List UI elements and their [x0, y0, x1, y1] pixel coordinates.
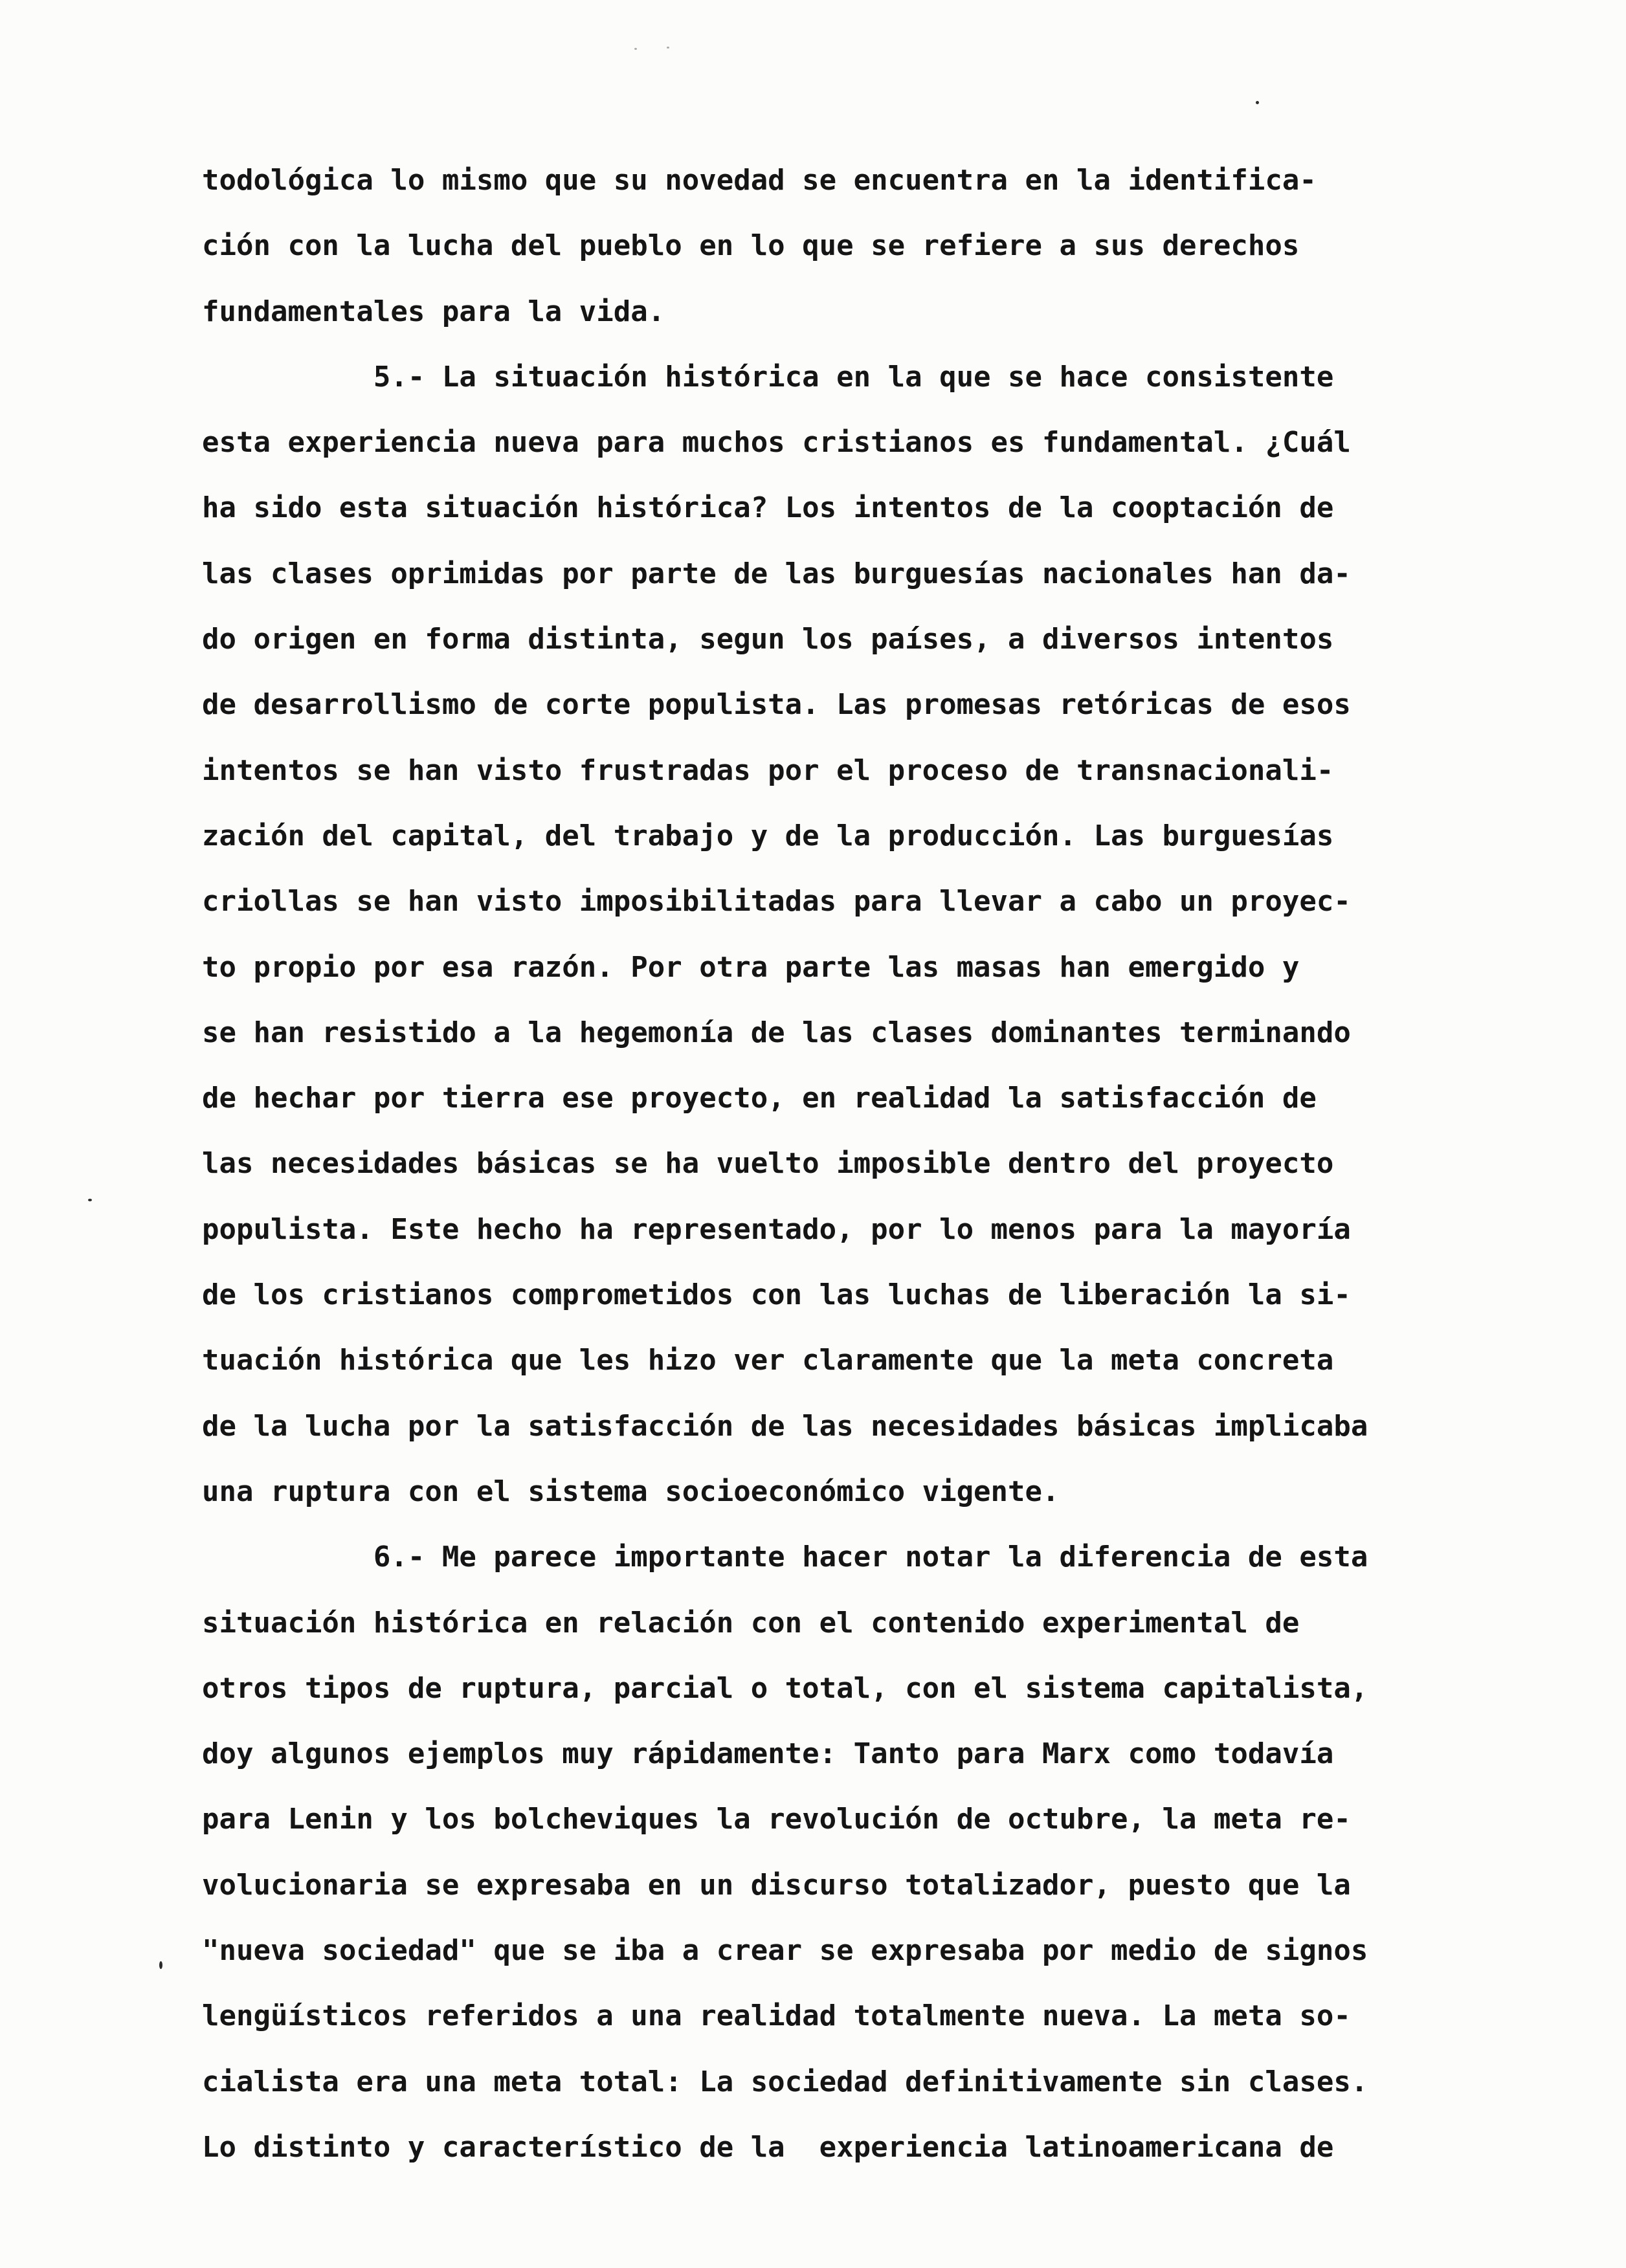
text-line: do origen en forma distinta, segun los países, a diversos intentos — [202, 623, 1334, 656]
text-line: las clases oprimidas por parte de las burguesías nacionales han da- — [202, 557, 1351, 590]
text-line: intentos se han visto frustradas por el proceso de transnacionali- — [202, 753, 1334, 787]
ink-speck — [159, 1961, 162, 1969]
text-line: cialista era una meta total: La sociedad definitivamente sin clases. — [202, 2065, 1368, 2098]
text-line: una ruptura con el sistema socioeconómico vigente. — [202, 1474, 1060, 1508]
body-text — [202, 148, 1548, 2180]
text-line: Lo distinto y característico de la experiencia latinoamericana de — [202, 2130, 1334, 2164]
paragraph — [202, 344, 1548, 1524]
text-line: criollas se han visto imposibilitadas para llevar a cabo un proyec- — [202, 885, 1351, 918]
text-line: doy algunos ejemplos muy rápidamente: Tanto para Marx como todavía — [202, 1737, 1334, 1771]
text-line: para Lenin y los bolcheviques la revolución de octubre, la meta re- — [202, 1803, 1351, 1836]
ink-speck — [88, 1199, 92, 1201]
text-line: se han resistido a la hegemonía de las clases dominantes terminando — [202, 1016, 1351, 1049]
text-line: volucionaria se expresaba en un discurso totalizador, puesto que la — [202, 1868, 1351, 1902]
text-line: 6.- Me parece importante hacer notar la diferencia de esta — [202, 1540, 1368, 1574]
paragraph — [202, 148, 1548, 344]
text-line: ha sido esta situación histórica? Los intentos de la cooptación de — [202, 491, 1334, 525]
text-line: de los cristianos comprometidos con las luchas de liberación la si- — [202, 1278, 1351, 1312]
text-line: to propio por esa razón. Por otra parte las masas han emergido y — [202, 950, 1300, 984]
text-line: situación histórica en relación con el contenido experimental de — [202, 1606, 1300, 1640]
text-line: "nueva sociedad" que se iba a crear se expresaba por medio de signos — [202, 1934, 1368, 1968]
text-line: zación del capital, del trabajo y de la producción. Las burguesías — [202, 819, 1334, 852]
text-line: de desarrollismo de corte populista. Las promesas retóricas de esos — [202, 688, 1351, 722]
text-line: lengüísticos referidos a una realidad totalmente nueva. La meta so- — [202, 1999, 1351, 2033]
text-line: de hechar por tierra ese proyecto, en realidad la satisfacción de — [202, 1082, 1317, 1115]
text-line: fundamentales para la vida. — [202, 295, 665, 328]
text-line: de la lucha por la satisfacción de las necesidades básicas implicaba — [202, 1409, 1368, 1443]
text-line: esta experiencia nueva para muchos cristianos es fundamental. ¿Cuál — [202, 426, 1351, 460]
text-line: otros tipos de ruptura, parcial o total, con el sistema capitalista, — [202, 1671, 1368, 1705]
ink-speck — [1256, 101, 1259, 104]
text-line: populista. Este hecho ha representado, por lo menos para la mayoría — [202, 1212, 1351, 1246]
paragraph — [202, 1524, 1548, 2180]
text-line: las necesidades básicas se ha vuelto imposible dentro del proyecto — [202, 1147, 1334, 1181]
text-line: ción con la lucha del pueblo en lo que se refiere a sus derechos — [202, 229, 1300, 263]
text-line: tuación histórica que les hizo ver claramente que la meta concreta — [202, 1344, 1334, 1377]
text-line: 5.- La situación histórica en la que se hace consistente — [202, 360, 1334, 394]
ink-speck — [634, 48, 637, 50]
text-line: todológica lo mismo que su novedad se encuentra en la identifica- — [202, 164, 1317, 197]
ink-speck — [667, 47, 669, 49]
